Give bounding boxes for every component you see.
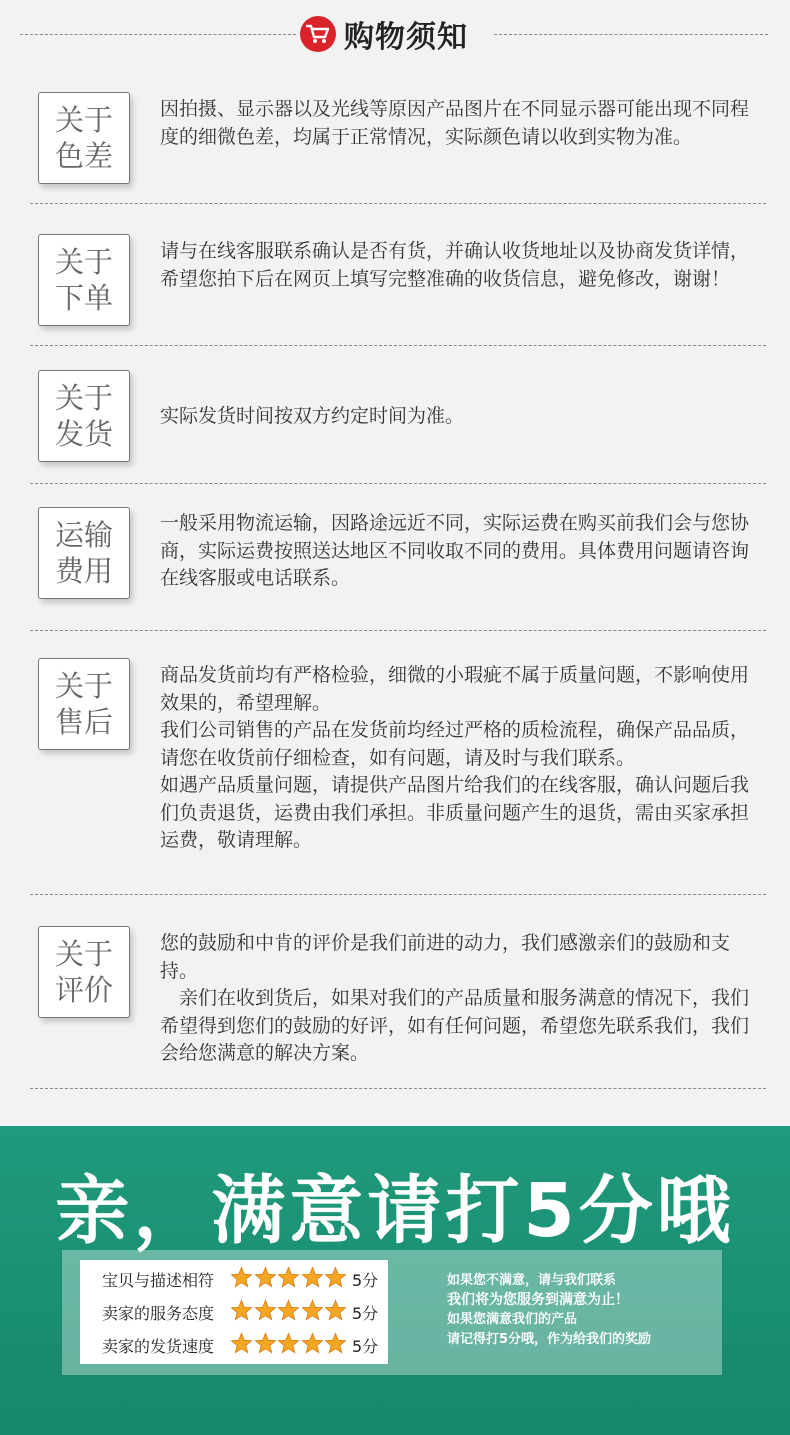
side-text-line: 如果您满意我们的产品 xyxy=(447,1312,578,1327)
star-icon xyxy=(301,1266,324,1289)
star-icon xyxy=(277,1266,300,1289)
star-icon xyxy=(301,1299,324,1322)
section-text xyxy=(160,662,752,855)
section-badge xyxy=(38,658,130,750)
star-rating xyxy=(230,1332,348,1358)
section-text xyxy=(160,510,752,593)
ratings-card xyxy=(80,1260,388,1364)
badge-line-2: 评价 xyxy=(54,973,113,1007)
header-divider-left xyxy=(20,34,296,35)
badge-line-1: 运输 xyxy=(54,518,113,552)
section-text xyxy=(160,930,752,1068)
badge-line-1: 关于 xyxy=(54,381,113,415)
badge-line-1: 关于 xyxy=(54,245,113,279)
section-divider xyxy=(30,1088,766,1089)
star-icon xyxy=(254,1266,277,1289)
section-paragraph: 亲们在收到货后，如果对我们的产品质量和服务满意的情况下，我们希望得到您们的鼓励的好评，如有任何问题，希望您先联系我们，我们会给您满意的解决方案。 xyxy=(160,987,750,1064)
section-paragraph: 您的鼓励和中肯的评价是我们前进的动力，我们感激亲们的鼓励和支持。 xyxy=(160,932,731,982)
section-badge xyxy=(38,92,130,184)
section-divider xyxy=(30,483,766,484)
star-icon xyxy=(277,1299,300,1322)
section-badge xyxy=(38,507,130,599)
rating-row xyxy=(80,1330,388,1360)
section-text xyxy=(160,238,752,293)
star-icon xyxy=(324,1332,347,1355)
star-icon xyxy=(254,1299,277,1322)
section-text xyxy=(160,403,752,431)
section-text xyxy=(160,96,752,151)
badge-line-1: 关于 xyxy=(54,937,113,971)
section-divider xyxy=(30,894,766,895)
star-icon xyxy=(277,1332,300,1355)
rating-score: 5分 xyxy=(352,1336,379,1356)
rating-score: 5分 xyxy=(352,1303,379,1323)
star-icon xyxy=(230,1332,253,1355)
badge-line-2: 费用 xyxy=(54,554,113,588)
side-text-line: 我们将为您服务到满意为止！ xyxy=(447,1291,629,1308)
shopping-cart-icon xyxy=(300,16,336,52)
badge-line-1: 关于 xyxy=(54,103,113,137)
side-text-line: 请记得打5分哦，作为给我们的奖励 xyxy=(447,1331,652,1347)
rating-row xyxy=(80,1297,388,1327)
page-header xyxy=(0,0,790,70)
banner-side-text xyxy=(447,1271,717,1349)
badge-line-2: 发货 xyxy=(54,417,113,451)
star-icon xyxy=(324,1299,347,1322)
badge-line-2: 下单 xyxy=(54,281,113,315)
star-icon xyxy=(230,1299,253,1322)
section-divider xyxy=(30,345,766,346)
section-badge xyxy=(38,234,130,326)
star-icon xyxy=(324,1266,347,1289)
star-rating xyxy=(230,1299,348,1325)
section-badge xyxy=(38,926,130,1018)
rating-label: 卖家的服务态度 xyxy=(102,1303,215,1323)
header-divider-right xyxy=(494,34,768,35)
section-paragraph: 我们公司销售的产品在发货前均经过严格的质检流程，确保产品品质，请您在收货前仔细检查，如有问题，请及时与我们联系。 xyxy=(160,719,750,769)
badge-line-2: 售后 xyxy=(54,705,113,739)
star-icon xyxy=(301,1332,324,1355)
rating-label: 卖家的发货速度 xyxy=(102,1336,215,1356)
section-paragraph: 商品发货前均有严格检验，细微的小瑕疵不属于质量问题，不影响使用效果的，希望理解。 xyxy=(160,664,750,714)
section-paragraph: 请与在线客服联系确认是否有货，并确认收货地址以及协商发货详情，希望您拍下后在网页上填写完整准确的收货信息，避免修改，谢谢！ xyxy=(160,240,750,290)
badge-line-2: 色差 xyxy=(54,139,113,173)
banner-slogan: 亲，满意请打5分哦 xyxy=(55,1168,735,1254)
badge-line-1: 关于 xyxy=(54,669,113,703)
page-title: 购物须知 xyxy=(344,20,468,55)
side-text-line: 如果您不满意，请与我们联系 xyxy=(447,1273,617,1288)
rating-banner xyxy=(0,1126,790,1435)
star-icon xyxy=(254,1332,277,1355)
section-paragraph: 因拍摄、显示器以及光线等原因产品图片在不同显示器可能出现不同程度的细微色差，均属于正常情况，实际颜色请以收到实物为准。 xyxy=(160,98,750,148)
star-icon xyxy=(230,1266,253,1289)
rating-row xyxy=(80,1264,388,1294)
star-rating xyxy=(230,1266,348,1292)
rating-score: 5分 xyxy=(352,1270,379,1290)
section-paragraph: 一般采用物流运输，因路途远近不同，实际运费在购买前我们会与您协商，实际运费按照送达地区不同收取不同的费用。具体费用问题请咨询在线客服或电话联系。 xyxy=(160,512,750,589)
section-divider xyxy=(30,630,766,631)
section-paragraph: 如遇产品质量问题，请提供产品图片给我们的在线客服，确认问题后我们负责退货，运费由我们承担。非质量问题产生的退货，需由买家承担运费，敬请理解。 xyxy=(160,774,750,851)
section-divider xyxy=(30,203,766,204)
rating-label: 宝贝与描述相符 xyxy=(102,1270,215,1290)
section-paragraph: 实际发货时间按双方约定时间为准。 xyxy=(160,405,465,427)
section-badge xyxy=(38,370,130,462)
header-title-wrap xyxy=(300,12,468,56)
